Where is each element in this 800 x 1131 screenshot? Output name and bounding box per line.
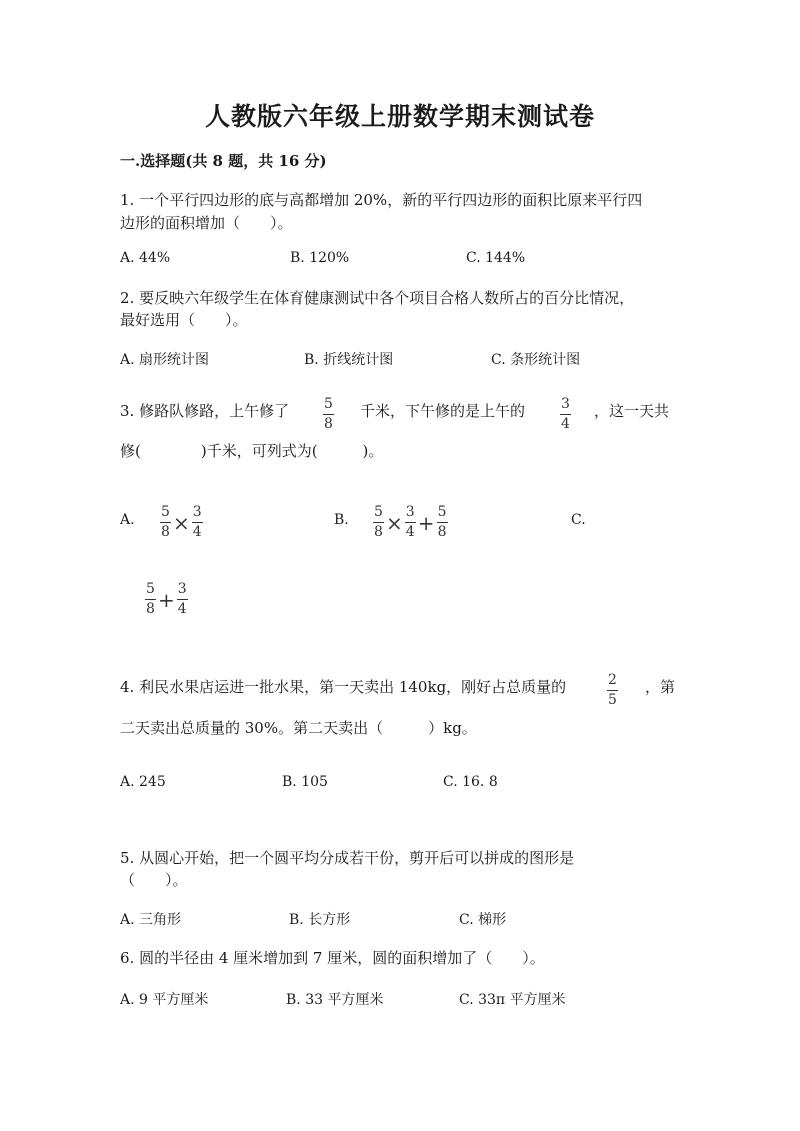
question-3-text-part-2: 千米，下午修的是上午的 [360, 402, 526, 420]
fraction-bar [177, 599, 188, 600]
question-6-line-1: 6. 圆的半径由 4 厘米增加到 7 厘米，圆的面积增加了（ ）。 [120, 949, 545, 967]
question-6-option-a: A. 9 平方厘米 [120, 992, 209, 1008]
fraction-numerator: 5 [437, 504, 447, 520]
question-2-line-2: 最好选用（ ）。 [120, 311, 248, 329]
fraction-denominator: 8 [437, 524, 447, 540]
question-2-option-b: B. 折线统计图 [304, 352, 394, 368]
times-sign: × [386, 510, 403, 535]
fraction-numerator: 5 [146, 581, 155, 597]
question-4-option-c: C. 16. 8 [443, 774, 498, 790]
fraction-bar [145, 599, 156, 600]
fraction-denominator: 8 [146, 601, 155, 617]
question-2-line-1: 2. 要反映六年级学生在体育健康测试中各个项目合格人数所占的百分比情况， [120, 289, 635, 307]
fraction-bar [607, 690, 618, 691]
question-3-option-a-expression [160, 505, 203, 540]
fraction [405, 505, 416, 540]
question-4-option-b: B. 105 [282, 774, 328, 790]
section-heading: 一.选择题(共 8 题，共 16 分) [120, 152, 327, 170]
question-4-text-part-1: 4. 利民水果店运进一批水果，第一天卖出 140kg，刚好占总质量的 [120, 678, 567, 696]
question-1-line-1: 1. 一个平行四边形的底与高都增加 20%，新的平行四边形的面积比原来平行四 [120, 191, 643, 209]
fraction [373, 505, 384, 540]
question-1-line-2: 边形的面积增加（ ）。 [120, 214, 293, 232]
question-5-option-a: A. 三角形 [120, 912, 182, 928]
question-4-fraction [607, 673, 618, 708]
question-3-option-c-label: C. [571, 512, 586, 528]
fraction-denominator: 8 [374, 524, 383, 540]
fraction-bar [192, 522, 203, 523]
fraction-bar [437, 522, 448, 523]
fraction-numerator: 3 [561, 396, 570, 412]
fraction-bar [323, 414, 334, 415]
fraction-denominator: 5 [608, 692, 617, 708]
question-3-option-a-label: A. [120, 512, 135, 528]
page-title: 人教版六年级上册数学期末测试卷 [204, 102, 595, 131]
question-2-option-a: A. 扇形统计图 [120, 352, 210, 368]
question-6-option-b: B. 33 平方厘米 [286, 992, 384, 1008]
question-3-text-part-3: ，这一天共 [594, 402, 670, 420]
question-5-option-b: B. 长方形 [289, 912, 351, 928]
fraction-bar [405, 522, 416, 523]
fraction-numerator: 3 [405, 504, 415, 520]
question-4-line-2: 二天卖出总质量的 30%。第二天卖出（ ）kg。 [120, 719, 477, 737]
question-4-text-part-2: ，第 [645, 678, 676, 696]
question-5-line-2: （ ）。 [120, 871, 188, 889]
plus-sign: + [417, 510, 435, 535]
fraction-denominator: 4 [192, 524, 202, 540]
fraction [177, 582, 188, 617]
fraction-bar [160, 522, 171, 523]
fraction-denominator: 4 [561, 416, 570, 432]
question-3-option-b-label: B. [334, 512, 349, 528]
fraction-numerator: 5 [161, 504, 170, 520]
question-3-option-b-expression [373, 505, 448, 540]
question-3-fraction-2 [560, 397, 571, 432]
fraction-denominator: 4 [405, 524, 415, 540]
question-5-option-c: C. 梯形 [459, 912, 507, 928]
question-1-option-c: C. 144% [466, 250, 526, 266]
fraction-bar [560, 414, 571, 415]
fraction-denominator: 8 [324, 416, 333, 432]
question-1-option-a: A. 44% [120, 250, 171, 266]
fraction [160, 505, 171, 540]
question-2-option-c: C. 条形统计图 [491, 352, 581, 368]
times-sign: × [173, 510, 190, 535]
fraction [192, 505, 203, 540]
question-3-line-2: 修( )千米，可列式为( )。 [120, 442, 384, 460]
plus-sign: + [158, 587, 175, 612]
fraction-numerator: 3 [192, 504, 202, 520]
question-3-option-c-expression [145, 582, 188, 617]
fraction-numerator: 2 [608, 672, 617, 688]
question-6-option-c: C. 33π 平方厘米 [459, 992, 566, 1008]
fraction-bar [373, 522, 384, 523]
fraction-numerator: 3 [177, 581, 187, 597]
question-1-option-b: B. 120% [290, 250, 350, 266]
fraction-numerator: 5 [324, 396, 333, 412]
fraction [145, 582, 156, 617]
question-3-text-part-1: 3. 修路队修路，上午修了 [120, 402, 290, 420]
fraction [437, 505, 448, 540]
fraction-denominator: 4 [177, 601, 187, 617]
question-5-line-1: 5. 从圆心开始，把一个圆平均分成若干份，剪开后可以拼成的图形是 [120, 849, 575, 867]
question-4-option-a: A. 245 [120, 774, 166, 790]
fraction-numerator: 5 [374, 504, 383, 520]
question-3-fraction-1 [323, 397, 334, 432]
fraction-denominator: 8 [161, 524, 170, 540]
